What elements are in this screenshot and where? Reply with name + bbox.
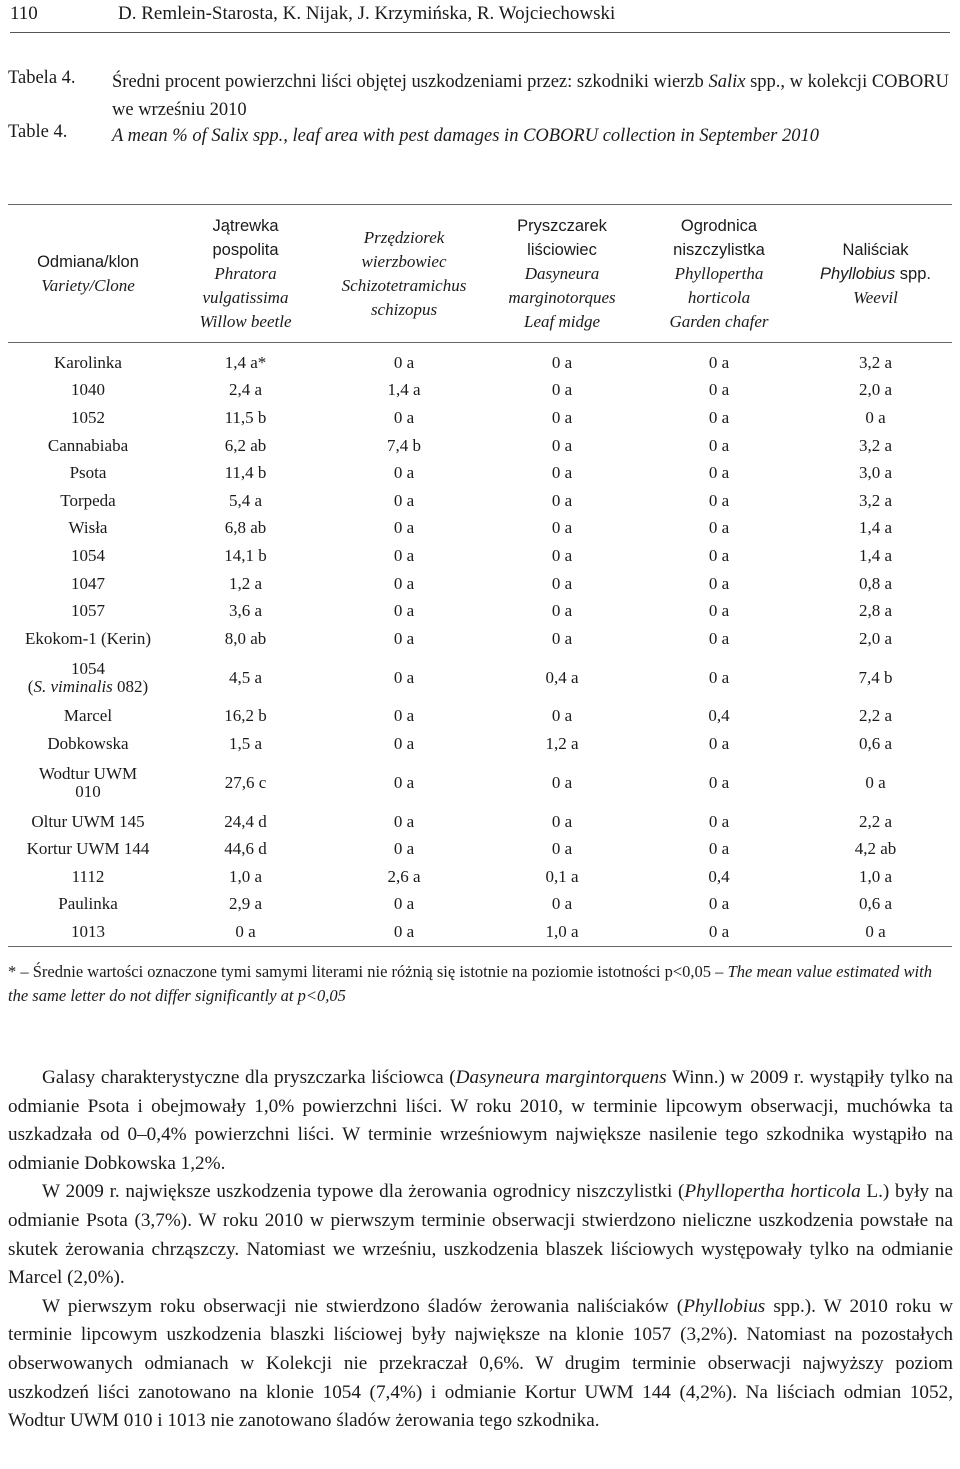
value-cell: 0 a: [551, 601, 573, 621]
value-cell: 0 a: [708, 490, 730, 510]
table-row: [8, 625, 952, 653]
header-spp: spp.: [895, 264, 931, 283]
value-cell: 0,4: [708, 866, 730, 886]
footnote-pl: * – Średnie wartości oznaczone tymi samymi literami nie różnią się istotnie na poziomie istotności p<0,05 –: [8, 962, 728, 981]
value-cell: 0 a: [393, 573, 415, 593]
variety-cell: Kortur UWM 144: [26, 839, 150, 859]
value-cell: 5,4 a: [228, 490, 263, 510]
table-row: [8, 653, 952, 703]
col-header-spider-mite: [323, 205, 485, 343]
text-run: W pierwszym roku obserwacji nie stwierdzono śladów żerowania naliściaków (: [42, 1295, 684, 1317]
value-cell: 0 a: [551, 435, 573, 455]
value-cell: 0 a: [551, 352, 573, 372]
variety-cell: Dobkowska: [47, 733, 129, 753]
value-cell: 4,5 a: [228, 667, 263, 687]
value-cell: 0 a: [551, 628, 573, 648]
value-cell: 0 a: [551, 518, 573, 538]
footnote-en: The mean value estimated with the same letter do not differ significantly at p<0,05: [8, 962, 932, 1005]
value-cell: 0 a: [708, 352, 730, 372]
text-run: spp.). W 2010 roku w terminie lipcowym uszkodzenia blaszki liściowej były największe na klonie 1057 (3,2%). Natomiast na pozostałych obserwowanych odmianach w Kolekcji nie przekraczał 0,6%. W drugim terminie obserwacji najwyższy poziom uszkodzeń liści zanotowano na klonie 1054 (7,4%) i odmianie Kortur UWM 144 (4,2%). Na liściach odmian 1052, Wodtur UWM 010 i 1013 nie zanotowano śladów żerowania tego szkodnika.: [8, 1295, 953, 1432]
value-cell: 0 a: [708, 772, 730, 792]
value-cell: 0,4 a: [545, 667, 579, 687]
value-cell: 0 a: [393, 518, 415, 538]
variety-cell: Cannabiaba: [47, 435, 129, 455]
header-text: wierzbowiec: [361, 251, 447, 271]
value-cell: 0 a: [393, 811, 415, 831]
value-cell: 0 a: [708, 733, 730, 753]
variety-cell: Psota: [69, 463, 107, 483]
value-cell: 1,0 a: [485, 918, 639, 946]
value-cell: 7,4 b: [858, 667, 893, 687]
header-text: horticola: [687, 287, 751, 307]
value-cell: 4,2 ab: [854, 839, 897, 859]
header-text: schizopus: [370, 299, 438, 319]
value-cell: 2,8 a: [858, 601, 893, 621]
value-cell: 7,4 b: [387, 435, 421, 455]
text-run: Winn.) w 2009 r. wystąpiły tylko na odmianie Psota i obejmowały 1,0% powierzchni liści. W roku 2010, w terminie lipcowym obserwacji, muchówka ta uszkadzała od 0–0,4% powierzchni liści. W terminie wrześniowym największe nasilenie tego szkodnika wystąpiło na odmianie Dobkowska 1,2%.: [8, 1067, 953, 1174]
header-text: marginotorques: [508, 287, 616, 307]
value-cell: 1,4 a: [858, 518, 893, 538]
header-text: Weevil: [853, 287, 898, 307]
value-cell: 0,8 a: [858, 573, 893, 593]
value-cell: 0 a: [168, 918, 323, 946]
caption-text-pl: [112, 68, 952, 124]
value-cell: 0 a: [551, 839, 573, 859]
header-text: Ogrodnica: [680, 216, 758, 235]
text-run-italic: Phyllopertha horticola: [684, 1181, 861, 1203]
value-cell: 2,2 a: [858, 706, 893, 726]
value-cell: 2,4 a: [228, 380, 263, 400]
value-cell: 0 a: [393, 839, 415, 859]
caption-pl-italic: Salix: [708, 72, 746, 92]
paragraph: [8, 1293, 953, 1436]
value-cell: 1,0 a: [858, 866, 893, 886]
value-cell: 0 a: [551, 407, 573, 427]
caption-pl-part1: Średni procent powierzchni liści objętej uszkodzeniami przez: szkodniki wierzb: [112, 72, 709, 92]
value-cell: 0 a: [393, 894, 415, 914]
value-cell: 0 a: [708, 628, 730, 648]
table-row: [8, 570, 952, 598]
variety-cell: 1013: [8, 918, 168, 946]
variety-cell: 1040: [71, 380, 105, 400]
value-cell: 2,0 a: [858, 380, 893, 400]
value-cell: 3,0 a: [858, 463, 893, 483]
table-row: [8, 343, 952, 377]
value-cell: 2,9 a: [228, 894, 263, 914]
variety-cell: 1112: [71, 866, 105, 886]
value-cell: 0 a: [551, 490, 573, 510]
table-row: [8, 542, 952, 570]
value-cell: 0 a: [393, 667, 415, 687]
text-run-italic: Dasyneura margintorquens: [455, 1067, 667, 1088]
value-cell: 0 a: [551, 380, 573, 400]
table-row: [8, 459, 952, 487]
value-cell: 0 a: [393, 490, 415, 510]
value-cell: 0,4: [708, 706, 730, 726]
variety-cell: Ekokom-1 (Kerin): [24, 628, 152, 648]
header-text: Odmiana/klon: [37, 252, 139, 271]
value-cell: 0 a: [708, 545, 730, 565]
value-cell: 0 a: [639, 918, 799, 946]
table-row: [8, 515, 952, 543]
caption-label-pl: Tabela 4.: [8, 68, 76, 88]
table-row: [8, 835, 952, 863]
header-rule: [10, 32, 950, 33]
value-cell: 3,2 a: [858, 435, 893, 455]
variety-cell: Torpeda: [60, 490, 116, 510]
value-cell: 1,0 a: [228, 866, 263, 886]
variety-cell: 1057: [71, 601, 105, 621]
value-cell: 0 a: [708, 380, 730, 400]
variety-cell: Karolinka: [54, 352, 122, 372]
value-cell: 27,6 c: [224, 772, 267, 792]
header-text: Przędziorek: [363, 227, 445, 247]
header-text: liściowiec: [527, 240, 597, 259]
page-header: [0, 0, 960, 32]
value-cell: 3,6 a: [228, 601, 263, 621]
header-text: niszczylistka: [673, 240, 765, 259]
variety-cell: Paulinka: [58, 894, 118, 914]
value-cell: 0 a: [551, 811, 573, 831]
value-cell: 0 a: [551, 463, 573, 483]
value-cell: 16,2 b: [224, 706, 267, 726]
value-cell: 0 a: [393, 628, 415, 648]
variety-cell: Wodtur UWM 010: [38, 763, 138, 801]
header-latin: Phyllobius: [820, 264, 896, 283]
value-cell: 0 a: [708, 435, 730, 455]
text-run: L.) były na odmianie Psota (3,7%). W roku 2010 w pierwszym terminie obserwacji stwierdzono nieliczne uszkodzenia powstałe na skutek żerowania chrząszczy. Natomiast we wrześniu, uszkodzenia blaszek liściowych występowały tylko na odmianie Marcel (2,0%).: [8, 1181, 953, 1289]
variety-cell: Wisła: [68, 518, 108, 538]
table-header-row: [8, 205, 952, 343]
table-row: [8, 730, 952, 758]
value-cell: 6,8 ab: [224, 518, 267, 538]
value-cell: 3,2 a: [858, 352, 893, 372]
table-row: [8, 703, 952, 731]
value-cell: 0 a: [393, 407, 415, 427]
value-cell: 2,0 a: [858, 628, 893, 648]
value-cell: 0 a: [393, 352, 415, 372]
value-cell: 0 a: [551, 545, 573, 565]
value-cell: 0 a: [708, 573, 730, 593]
caption-label-en: Table 4.: [8, 122, 68, 142]
table-row: [8, 404, 952, 432]
running-head-authors: D. Remlein-Starosta, K. Nijak, J. Krzymińska, R. Wojciechowski: [118, 3, 616, 24]
page-number: 110: [10, 3, 38, 24]
value-cell: 0 a: [551, 706, 573, 726]
value-cell: 1,2 a: [545, 733, 579, 753]
value-cell: 0 a: [865, 407, 886, 427]
value-cell: 0 a: [393, 545, 415, 565]
value-cell: 14,1 b: [224, 545, 267, 565]
value-cell: 0 a: [865, 772, 886, 792]
header-text: Naliściak: [842, 240, 909, 259]
value-cell: 0 a: [393, 601, 415, 621]
table-row: [8, 918, 952, 946]
value-cell: 1,2 a: [228, 573, 263, 593]
header-text: Willow beetle: [199, 311, 292, 331]
body-text: [8, 1064, 953, 1436]
value-cell: 1,4 a*: [224, 352, 267, 372]
variety-cell: Oltur UWM 145: [31, 811, 145, 831]
table-body: [8, 343, 952, 947]
col-header-garden-chafer: [639, 205, 799, 343]
col-header-weevil: [799, 205, 952, 343]
table-row: [8, 377, 952, 405]
value-cell: 6,2 ab: [224, 435, 267, 455]
value-cell: 0 a: [551, 894, 573, 914]
value-cell: 0,6 a: [858, 894, 893, 914]
value-cell: 0 a: [323, 918, 485, 946]
value-cell: 0 a: [708, 667, 730, 687]
text-run-italic: Phyllobius: [683, 1295, 766, 1317]
variety-cell: 1054 (S. viminalis 082): [27, 658, 149, 696]
value-cell: 1,4 a: [858, 545, 893, 565]
table-row: [8, 863, 952, 891]
value-cell: 0 a: [708, 601, 730, 621]
table-row: [8, 808, 952, 836]
value-cell: 8,0 ab: [224, 628, 267, 648]
variety-cell: 1054: [71, 545, 105, 565]
text-run: Galasy charakterystyczne dla pryszczarka liściowca (: [42, 1067, 456, 1088]
value-cell: 0 a: [708, 407, 730, 427]
header-text: Phyllopertha: [674, 263, 764, 283]
caption-pl-part2: spp., w kolekcji COBORU we wrześniu 2010: [112, 72, 949, 120]
value-cell: 0 a: [393, 772, 415, 792]
value-cell: 0 a: [393, 706, 415, 726]
value-cell: 0 a: [708, 839, 730, 859]
value-cell: 0 a: [551, 573, 573, 593]
header-text: Variety/Clone: [41, 275, 135, 295]
header-text: Schizotetramichus: [341, 275, 467, 295]
paragraph: [8, 1178, 953, 1292]
value-cell: 0 a: [708, 518, 730, 538]
header-text: Dasyneura: [524, 263, 600, 283]
value-cell: 0 a: [799, 918, 952, 946]
value-cell: 0 a: [708, 894, 730, 914]
header-text: [801, 262, 950, 286]
value-cell: 24,4 d: [224, 811, 267, 831]
value-cell: 0 a: [708, 811, 730, 831]
text-run: W 2009 r. największe uszkodzenia typowe dla żerowania ogrodnicy niszczylistki (: [42, 1181, 685, 1203]
table-row: [8, 487, 952, 515]
value-cell: 1,4 a: [387, 380, 421, 400]
value-cell: 0,6 a: [858, 733, 893, 753]
header-text: Phratora: [214, 263, 277, 283]
value-cell: 2,6 a: [387, 866, 421, 886]
value-cell: 0 a: [393, 733, 415, 753]
damage-table: [8, 204, 952, 947]
value-cell: 3,2 a: [858, 490, 893, 510]
table-row: [8, 597, 952, 625]
value-cell: 11,4 b: [224, 463, 267, 483]
value-cell: 0,1 a: [545, 866, 579, 886]
value-cell: 2,2 a: [858, 811, 893, 831]
value-cell: 1,5 a: [228, 733, 263, 753]
value-cell: 0 a: [393, 463, 415, 483]
col-header-leaf-midge: [485, 205, 639, 343]
header-text: Garden chafer: [669, 311, 769, 331]
header-text: Leaf midge: [523, 311, 601, 331]
header-text: Jątrewka: [212, 216, 279, 235]
paragraph: [8, 1064, 953, 1178]
value-cell: 44,6 d: [224, 839, 267, 859]
header-text: pospolita: [212, 240, 279, 259]
value-cell: 0 a: [551, 772, 573, 792]
caption-text-en: A mean % of Salix spp., leaf area with pest damages in COBORU collection in September 2010: [112, 126, 820, 146]
value-cell: 11,5 b: [224, 407, 267, 427]
table-footnote: [8, 960, 952, 1008]
header-text: Pryszczarek: [517, 216, 607, 235]
variety-cell: Marcel: [63, 706, 113, 726]
header-text: vulgatissima: [202, 287, 289, 307]
variety-cell: 1047: [71, 573, 105, 593]
value-cell: 0 a: [708, 463, 730, 483]
table-row: [8, 432, 952, 460]
variety-cell: 1052: [71, 407, 105, 427]
table-row: [8, 758, 952, 808]
col-header-variety: [8, 205, 168, 343]
col-header-willow-beetle: [168, 205, 323, 343]
table-row: [8, 891, 952, 919]
